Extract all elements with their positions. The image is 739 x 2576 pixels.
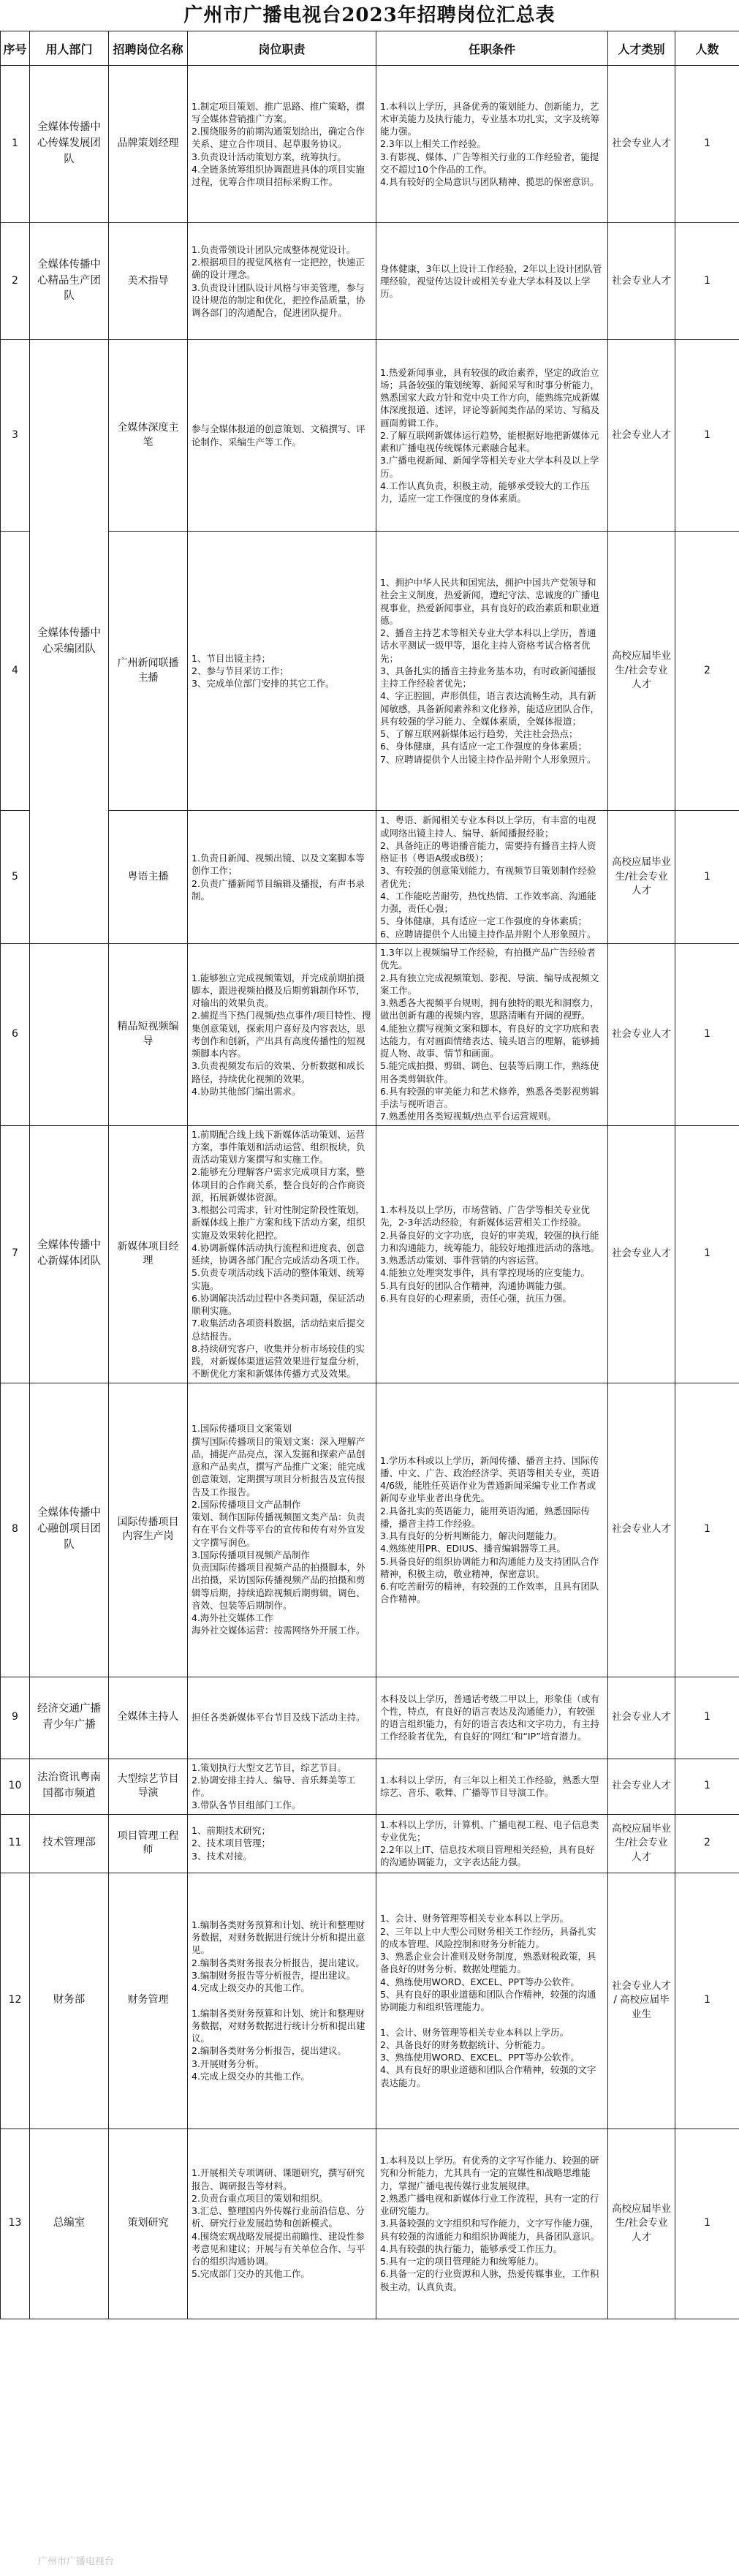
requirements-cell: 1.学历本科或以上学历，新闻传播、播音主持、国际传播、中文、广告、政治经济学、英语等相关专业，英语4/6级，能胜任英语作业为普通新闻采编专业工作者或新闻专业毕业者出身优先。 2.具备扎实的英语能力，能用英语沟通，熟悉国际传播，播音主持工作经验。 3.具有良好的分析判断能力，解决问题能力。 4.熟练使用PR、EDIUS、播音编辑器等工具。 5.具备良好的组织协调能力和沟通能力及支持团队合作精神，积极主动，敬业精神，保密意识。 6.有吃苦耐劳的精神，有较强的工作效率，且具有团队合作精神。 (376, 1383, 608, 1677)
recruitment-table (0, 31, 739, 2319)
table-row (1, 340, 739, 532)
requirements-cell: 1、会计、财务管理等相关专业本科以上学历。 2、三年以上中大型公司财务相关工作经历，具备扎实的成本管理、风险控制和财务分析能力。 3、熟悉企业会计准则及财务制度，熟悉财税政策，具备良好的财务分析、数据处理能力。 4、熟练使用WORD、EXCEL、PPT等办公软件。 5、具有良好的职业道德和团队合作精神，较强的沟通协调能力和组织管理能力。 1、会计、财务管理等相关专业本科以上学历。 2、具备良好的财务数据统计、分析能力。 3、熟练使用WORD、EXCEL、PPT等办公软件。 4、具有良好的职业道德和团队合作精神，较强的文字表达能力。 (376, 1873, 608, 2129)
department-cell: 全媒体传播中心采编团队 (30, 340, 109, 944)
row-number: 10 (1, 1759, 30, 1814)
row-number: 5 (1, 811, 30, 944)
duties-cell: 1.前期配合线上线下新媒体活动策划、运营方案，事件策划和活动运营、组织板块，负责活动策划方案撰写和实施工作。 2.能够充分理解客户需求完成项目方案，整体项目的合作商关系，整合良好的合作商资源，拓展新媒体资源。 3.根据公司需求，针对性制定阶段性策划，新媒体线上推广方案和线下活动方案，组织实施及效果转化把控。 4.协调新媒体活动执行流程和进度表、创意延续，协调各部门配合完成活动各项工作。 5.负责专项活动线下活动的整体策划、统筹实施。 6.协调解决活动过程中各类问题，保证活动顺利实施。 7.收集活动各项资料数据，活动结束后提交总结报告。 8.持续研究客户，收集并分析市场较佳的实践，对新媒体渠道运营效果进行复盘分析，不断优化方案和新媒体传播方式及效果。 (188, 1125, 376, 1383)
duties-cell: 1.开展相关专项调研、课题研究，撰写研究报告、调研报告等材料。 2.负责台重点项目的策划和组织。 3.汇总、整理国内外传媒行业前沿信息、分析、研究行业发展趋势和创新模式。 4.围绕宏观战略发展提出前瞻性、建设性参考意见和建议；开展与有关单位合作、与平台的组织沟通协调。 5.完成部门交办的其他工作。 (188, 2129, 376, 2319)
count-cell: 1 (675, 1677, 739, 1759)
department-cell (30, 944, 109, 1126)
category-cell: 社会专业人才 (608, 66, 675, 223)
count-cell: 1 (675, 1383, 739, 1677)
position-cell: 精品短视频编导 (109, 944, 188, 1126)
requirements-cell: 1.本科以上学历，计算机、广播电视工程、电子信息类专业优先； 2.2年以上IT、信息技术项目管理相关经验，具有良好的沟通协调能力，文字表达能力强。 (376, 1814, 608, 1873)
count-cell: 1 (675, 66, 739, 223)
watermark-logo: 广州市广播电视台 (38, 2556, 115, 2567)
table-row (1, 1759, 739, 1814)
duties-cell: 1.负责带领设计团队完成整体视觉设计。 2.根据项目的视觉风格有一定把控，快速正确的设计理念。 3.负责设计团队设计风格与审美管理，参与设计规范的制定和优化，把控作品质量，协调各部门的沟通配合，促进团队提升。 (188, 223, 376, 340)
department-cell: 全媒体传播中心新媒体团队 (30, 1125, 109, 1383)
header-cell: 序号 (1, 31, 30, 66)
row-number: 1 (1, 66, 30, 223)
count-cell: 1 (675, 223, 739, 340)
position-cell: 广州新闻联播主播 (109, 532, 188, 811)
department-cell: 技术管理部 (30, 1814, 109, 1873)
table-row (1, 2129, 739, 2319)
position-cell: 品牌策划经理 (109, 66, 188, 223)
requirements-cell: 1.本科以上学历，具备优秀的策划能力、创新能力，艺术审美能力及执行能力，专业基本功扎实，文字及统筹能力强。 2.3年以上相关工作经验。 3.有影视、媒体、广告等相关行业的工作经验者，能提交不超过10个作品的工作。 4.具有较好的全局意识与团队精神、揽思的保密意识。 (376, 66, 608, 223)
count-cell: 1 (675, 1125, 739, 1383)
count-cell: 2 (675, 1814, 739, 1873)
row-number: 3 (1, 340, 30, 532)
category-cell: 高校应届毕业生/社会专业人才 (608, 2129, 675, 2319)
duties-cell: 1、节目出镜主持； 2、参与节目采访工作； 3、完成单位部门安排的其它工作。 (188, 532, 376, 811)
category-cell: 社会专业人才 (608, 1759, 675, 1814)
category-cell: 社会专业人才 / 高校应届毕业生 (608, 1873, 675, 2129)
header-row (1, 31, 739, 66)
header-cell: 人数 (675, 31, 739, 66)
header-cell: 任职条件 (376, 31, 608, 66)
count-cell: 2 (675, 532, 739, 811)
requirements-cell: 1.本科及以上学历。有优秀的文字写作能力、较强的研究和分析能力，尤其具有一定的宣媒性和战略思维能力，掌握广播电视传媒行业发展规律。 2.熟悉广播电视和新媒体行业工作流程，具有一定的行业研究能力。 3.具备较强的文字组织和写作能力，文字写作能力强，具有较强的沟通能力和组织协调能力，具备团队意识。 4.具有较强的执行能力，能够承受工作压力。 5.具有一定的项目管理能力和统筹能力。 6.具备一定的行业资源和人脉，热爱传媒事业，工作积极主动，认真负责。 (376, 2129, 608, 2319)
requirements-cell: 1、粤语、新闻相关专业本科以上学历，有丰富的电视或网络出镜主持人、编导、新闻播报经验； 2、具备纯正的粤语播音能力，需要持有播音主持人资格证书（粤语A级或B级）； 3、有较强的创意策划能力，有视频节目策划制作经验者优先； 4、工作能吃苦耐劳，热忱热情、工作效率高、沟通能力强，责任心强； 5、身体健康，具有适应一定工作强度的身体素质； 6、应聘请提供个人出镜主持作品并附个人形象照片。 (376, 811, 608, 944)
position-cell: 全媒体主持人 (109, 1677, 188, 1759)
category-cell: 高校应届毕业生/社会专业人才 (608, 532, 675, 811)
table-row (1, 1677, 739, 1759)
table-row (1, 66, 739, 223)
department-cell: 财务部 (30, 1873, 109, 2129)
requirements-cell: 本科及以上学历，普通话考级二甲以上，形象佳（或有个性，特点，有良好的语言表达及沟通能力），有较强的语言组织能力，有好的语言表达和文字功力，有主持工作经验者优先，有良好的‘网红’和“IP”培育潜力。 (376, 1677, 608, 1759)
department-cell: 总编室 (30, 2129, 109, 2319)
department-cell: 全媒体传播中心传媒发展团队 (30, 66, 109, 223)
duties-cell: 1.能够独立完成视频策划，并完成前期拍摄脚本，跟进视频拍摄及后期剪辑制作环节，对输出的效果负责。 2.捕捉当下热门视频/热点事件/项目特性、搜集创意策划，探索用户喜好及内容表达，思考创作和创新，产出具有高度传播性的短视频脚本内容。 3.负责视频发布后的效果、分析数据和成长路径，持续优化视频的效果。 4.协助其他部门编出需求。 (188, 944, 376, 1126)
count-cell: 1 (675, 1759, 739, 1814)
position-cell: 粤语主播 (109, 811, 188, 944)
position-cell: 大型综艺节目导演 (109, 1759, 188, 1814)
row-number: 12 (1, 1873, 30, 2129)
count-cell: 1 (675, 944, 739, 1126)
department-cell: 全媒体传播中心精品生产团队 (30, 223, 109, 340)
header-cell: 岗位职责 (188, 31, 376, 66)
requirements-cell: 1.本科以上学历，有三年以上相关工作经验，熟悉大型综艺、音乐、歌舞、广播等节目导演工作。 (376, 1759, 608, 1814)
duties-cell: 担任各类新媒体平台节目及线下活动主持。 (188, 1677, 376, 1759)
row-number: 7 (1, 1125, 30, 1383)
table-row (1, 1873, 739, 2129)
row-number: 2 (1, 223, 30, 340)
position-cell: 美术指导 (109, 223, 188, 340)
count-cell: 1 (675, 811, 739, 944)
requirements-cell: 1.热爱新闻事业，具有较强的政治素养，坚定的政治立场；具备较强的策划统筹、新闻采写和时事分析能力，熟悉国家大政方针和党中央工作方向，能熟练完成新媒体深度报道、述评，评论等新闻类作品的采访、写稿及画面剪辑工作。 2.了解互联网新媒体运行趋势，能根据好地把新媒体元素和广播电视传统媒体元素融合起来。 3.广播电视新闻、新闻学等相关专业大学本科及以上学历。 4.工作认真负责，积极主动，能够承受较大的工作压力，适应一定工作强度的身体素质。 (376, 340, 608, 532)
table-row (1, 223, 739, 340)
table-row (1, 811, 739, 944)
category-cell: 社会专业人才 (608, 1125, 675, 1383)
category-cell: 社会专业人才 (608, 944, 675, 1126)
row-number: 8 (1, 1383, 30, 1677)
header-cell: 招聘岗位名称 (109, 31, 188, 66)
row-number: 9 (1, 1677, 30, 1759)
duties-cell: 1.国际传播项目文案策划 撰写国际传播项目的策划文案：深入理解产品，捕捉产品亮点，深入发掘和探索产品创意和产品卖点，撰写产品推广文案；能完成创意策划，定期撰写项目分析报告及宣传报告及工作报告。 2.国际传播项目文产品制作 策划、制作国际传播视频图文类产品：负责有在平台文件等平台的宣传和传有对外宣发文字撰写润色。 3.国际传播项目视频产品制作 负责国际传播项目视频产品的拍摄脚本，外出拍摄，采访国际传播视频产品的拍摄和剪辑等后期，持续追踪视频后期剪辑，调色、音效、包装等后期制作。 4.海外社交媒体工作 海外社交媒体运营：按需网络外开展工作。 (188, 1383, 376, 1677)
category-cell: 社会专业人才 (608, 1383, 675, 1677)
department-cell: 法治资讯粤南国都市频道 (30, 1759, 109, 1814)
requirements-cell: 1.3年以上视频编导工作经验，有拍摄产品广告经验者优先。 2.具有独立完成视频策划、影视、导演、编导成视频文案工作。 3.熟悉各大视频平台规则，拥有独特的眼光和洞察力，做出创新有趣的视频内容，思路清晰有开阔的视野。 4.能独立撰写视频文案和脚本，有良好的文字功底和表达能力，有对画面情绪表达、镜头语言的理解，能够捕捉人物、故事、情节和画面。 5.能完成拍摄、剪辑、调色、包装等后期工作，熟练使用各类剪辑软件。 6.具有较强的审美能力和艺术修养，熟悉各类影视剪辑手法与视听语言。 7.熟悉使用各类短视频/热点平台运营规则。 (376, 944, 608, 1126)
count-cell: 1 (675, 2129, 739, 2319)
position-cell: 全媒体深度主笔 (109, 340, 188, 532)
position-cell: 国际传播项目内容生产岗 (109, 1383, 188, 1677)
position-cell: 新媒体项目经理 (109, 1125, 188, 1383)
duties-cell: 1、前期技术研究； 2、技术项目管理； 3、技术对接。 (188, 1814, 376, 1873)
requirements-cell: 身体健康，3年以上设计工作经验，2年以上设计团队管理经验，视觉传达设计或相关专业大学本科及以上学历。 (376, 223, 608, 340)
category-cell: 社会专业人才 (608, 223, 675, 340)
table-row (1, 944, 739, 1126)
duties-cell: 1.编制各类财务预算和计划、统计和整理财务数据，对财务数据进行统计分析和提出意见。 2.编制各类财务报表分析报告，提出建议。 3.编制财务报告等分析报告，提出建议。 4.完成上级交办的其他工作。 1.编制各类财务预算和计划、统计和整理财务数据，对财务数据进行统计分析和提出建议。 2.编制各类财务分析报告，提出建议。 3.开展财务分析。 4.完成上级交办的其他工作。 (188, 1873, 376, 2129)
page-title: 广州市广播电视台2023年招聘岗位汇总表 (183, 4, 556, 26)
requirements-cell: 1、拥护中华人民共和国宪法，拥护中国共产党领导和社会主义制度，热爱新闻，遵纪守法、忠诚度的广播电视事业，热爱新闻事业，具有良好的政治素质和职业道德。 2、播音主持艺术等相关专业大学本科以上学历，普通话水平测试一级甲等，退化主持人资格考试合格者优先； 3、具备扎实的播音主持业务基本功，有时政新闻播报主持工作经验者优先； 4、字正腔圆，声形俱佳，语言表达流畅生动，具有新闻敏感，具备新闻素养和文化修养，能适应团队合作，具有较强的学习能力、全媒体素质，全媒体报道； 5、了解互联网新媒体运行趋势，关注社会热点； 6、身体健康，具有适应一定工作强度的身体素质； 7、应聘请提供个人出镜主持作品并附个人形象照片。 (376, 532, 608, 811)
position-cell: 策划研究 (109, 2129, 188, 2319)
table-row (1, 532, 739, 811)
requirements-cell: 1.本科及以上学历，市场营销、广告学等相关专业优先，2-3年活动经验，有新媒体运营相关工作经验。 2.具备良好的文字功底，良好的审美观，较强的执行能力和沟通能力，统筹能力，能较好地推进活动的落地。 3.熟悉活动策划、事件营销的内容运营。 4.能独立处理突发事件，具有掌控现场的应变能力。 5.具有良好的团队合作精神，沟通协调能力强。 6.具有良好的心理素质，责任心强，抗压力强。 (376, 1125, 608, 1383)
header-cell: 人才类别 (608, 31, 675, 66)
category-cell: 高校应届毕业生/社会专业人才 (608, 811, 675, 944)
position-cell: 财务管理 (109, 1873, 188, 2129)
duties-cell: 参与全媒体报道的创意策划、文稿撰写、评论制作、采编生产等工作。 (188, 340, 376, 532)
category-cell: 社会专业人才 (608, 340, 675, 532)
table-row (1, 1383, 739, 1677)
table-row (1, 1125, 739, 1383)
row-number: 11 (1, 1814, 30, 1873)
department-cell: 全媒体传播中心融创项目团队 (30, 1383, 109, 1677)
row-number: 4 (1, 532, 30, 811)
category-cell: 社会专业人才 (608, 1677, 675, 1759)
table-row (1, 1814, 739, 1873)
duties-cell: 1.负责日新闻、视频出镜、以及文案脚本等创作工作； 2.负责广播新闻节目编辑及播报，有声书录制。 (188, 811, 376, 944)
row-number: 13 (1, 2129, 30, 2319)
department-cell: 经济交通广播青少年广播 (30, 1677, 109, 1759)
duties-cell: 1.策划执行大型文艺节目，综艺节目。 2.协调安排主持人、编导、音乐舞美等工作。 3.带队各节目组部门工作。 (188, 1759, 376, 1814)
category-cell: 高校应届毕业生/社会专业人才 (608, 1814, 675, 1873)
row-number: 6 (1, 944, 30, 1126)
count-cell: 1 (675, 340, 739, 532)
header-cell: 用人部门 (30, 31, 109, 66)
position-cell: 项目管理工程师 (109, 1814, 188, 1873)
count-cell: 1 (675, 1873, 739, 2129)
duties-cell: 1.制定项目策划、推广思路、推广策略，撰写全媒体营销推广方案。 2.围绕服务的前期沟通策划给出，确定合作关系、建立合作项目、起草服务协议。 3.负责设计活动策划方案，统筹执行。 4.全链条统筹组织协调跟进具体的项目实施过程，优筹合作项目招标采购工作。 (188, 66, 376, 223)
